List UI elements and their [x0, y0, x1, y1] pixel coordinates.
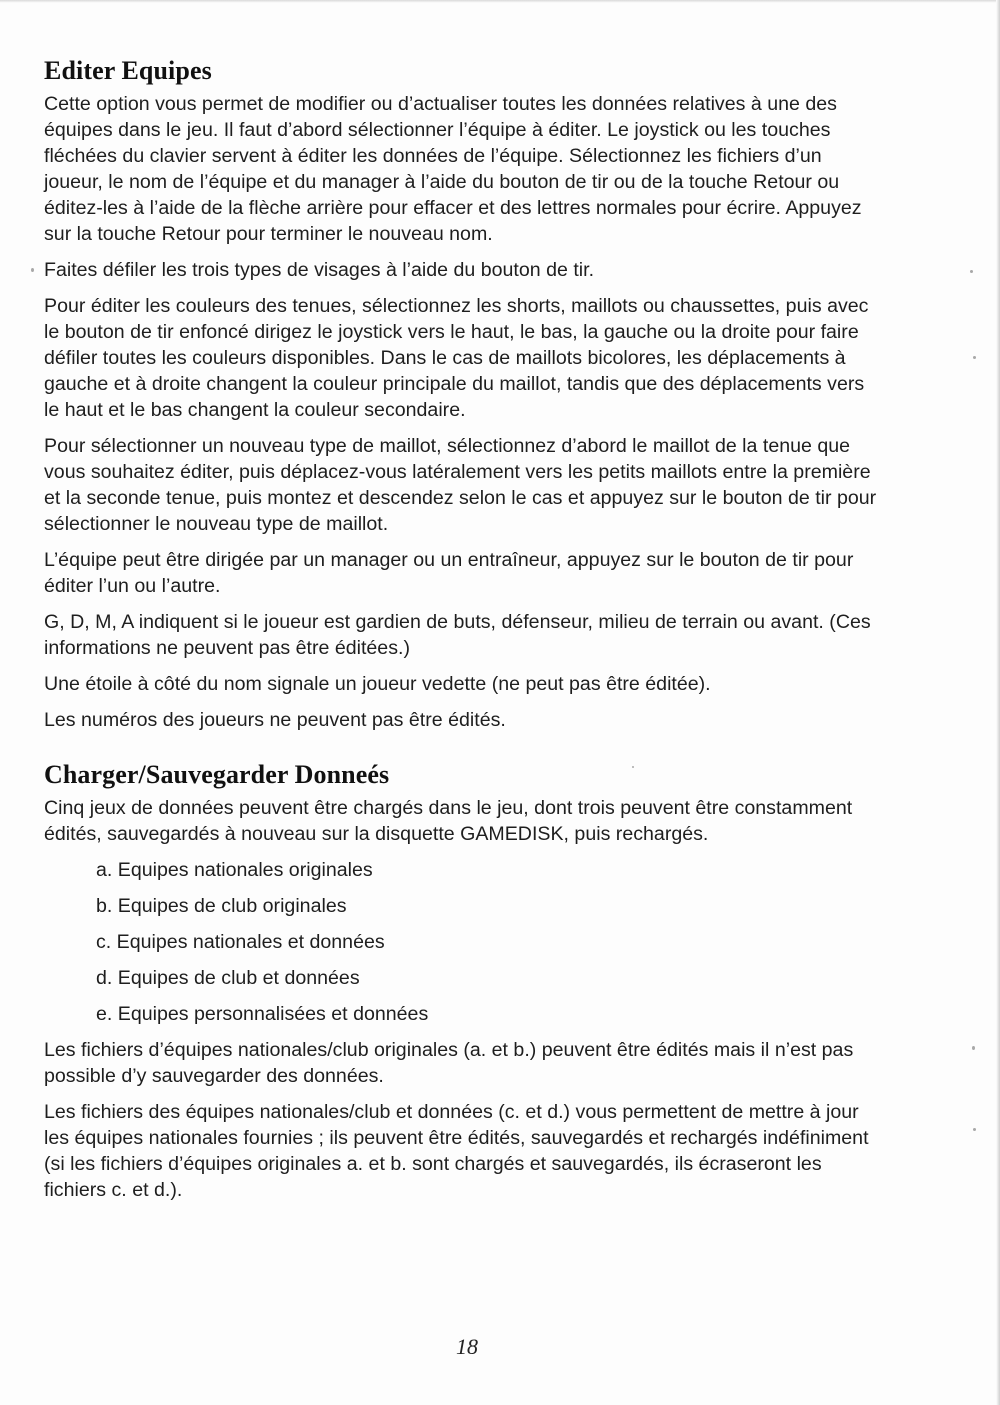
- paragraph: Cinq jeux de données peuvent être chargés dans le jeu, dont trois peuvent être constamment édités, sauvegardés à nouveau sur la disquette GAMEDISK, puis rechargés.: [44, 797, 853, 845]
- paragraph: Les numéros des joueurs ne peuvent pas être édités.: [44, 709, 506, 731]
- scan-speck: [973, 356, 976, 359]
- scan-speck: [973, 1128, 976, 1131]
- page-content: [44, 55, 884, 1213]
- page-right-edge: [996, 0, 1000, 1405]
- list-item: e. Equipes personnalisées et données: [96, 1003, 429, 1025]
- scan-speck: [632, 766, 634, 768]
- paragraph: Une étoile à côté du nom signale un joueur vedette (ne peut pas être éditée).: [44, 673, 711, 695]
- page-top-edge: [0, 0, 1000, 3]
- paragraph: Faites défiler les trois types de visages à l’aide du bouton de tir.: [44, 259, 595, 281]
- paragraph: Les fichiers d’équipes nationales/club originales (a. et b.) peuvent être édités mais il n’est pas possible d’y sauvegarder des données.: [44, 1039, 854, 1087]
- scan-speck: [31, 268, 34, 272]
- paragraph: Les fichiers des équipes nationales/club et données (c. et d.) vous permettent de mettre à jour les équipes nationales fournies ; ils peuvent être édités, sauvegardés et rechargés indéfiniment (si les fichiers d’équipes originales a. et b. sont chargés et sauvegardés, ils écraseront les fichiers c. et d.).: [44, 1101, 869, 1201]
- paragraph: Pour sélectionner un nouveau type de maillot, sélectionnez d’abord le maillot de la tenue que vous souhaitez éditer, puis déplacez-vous latéralement vers les petits maillots entre la première et la seconde tenue, puis montez et descendez selon le cas et appuyez sur le bouton de tir pour sélectionner le nouveau type de maillot.: [44, 435, 877, 535]
- paragraph: L’équipe peut être dirigée par un manager ou un entraîneur, appuyez sur le bouton de tir pour éditer l’un ou l’autre.: [44, 549, 854, 597]
- list-item: b. Equipes de club originales: [96, 895, 347, 917]
- data-set-list: [44, 857, 884, 1027]
- paragraph: Cette option vous permet de modifier ou d’actualiser toutes les données relatives à une des équipes dans le jeu. Il faut d’abord sélectionner l’équipe à éditer. Le joystick ou les touches fléchées du clavier servent à éditer les données de l’équipe. Sélectionnez les fichiers d’un joueur, le nom de l’équipe et du manager à l’aide du bouton de tir ou de la touche Retour ou éditez-les à l’aide de la flèche arrière pour effacer et des lettres normales pour écrire. Appuyez sur la touche Retour pour terminer le nouveau nom.: [44, 93, 862, 245]
- paragraph: G, D, M, A indiquent si le joueur est gardien de buts, défenseur, milieu de terrain ou avant. (Ces informations ne peuvent pas être éditées.): [44, 611, 871, 659]
- section-heading-edit-teams: Editer Equipes: [44, 56, 212, 85]
- list-item: c. Equipes nationales et données: [96, 931, 385, 953]
- scan-speck: [970, 270, 973, 273]
- section-heading-load-save-data: Charger/Sauvegarder Donneés: [44, 760, 390, 789]
- page-number: 18: [456, 1334, 478, 1359]
- paragraph: Pour éditer les couleurs des tenues, sélectionnez les shorts, maillots ou chaussettes, puis avec le bouton de tir enfoncé dirigez le joystick vers le haut, le bas, la gauche ou la droite pour faire défiler toutes les couleurs disponibles. Dans le cas de maillots bicolores, les déplacements à gauche et à droite changent la couleur principale du maillot, tandis que des déplacements vers le haut et le bas changent la couleur secondaire.: [44, 295, 869, 421]
- list-item: a. Equipes nationales originales: [96, 859, 373, 881]
- scan-speck: [972, 1046, 975, 1050]
- list-item: d. Equipes de club et données: [96, 967, 360, 989]
